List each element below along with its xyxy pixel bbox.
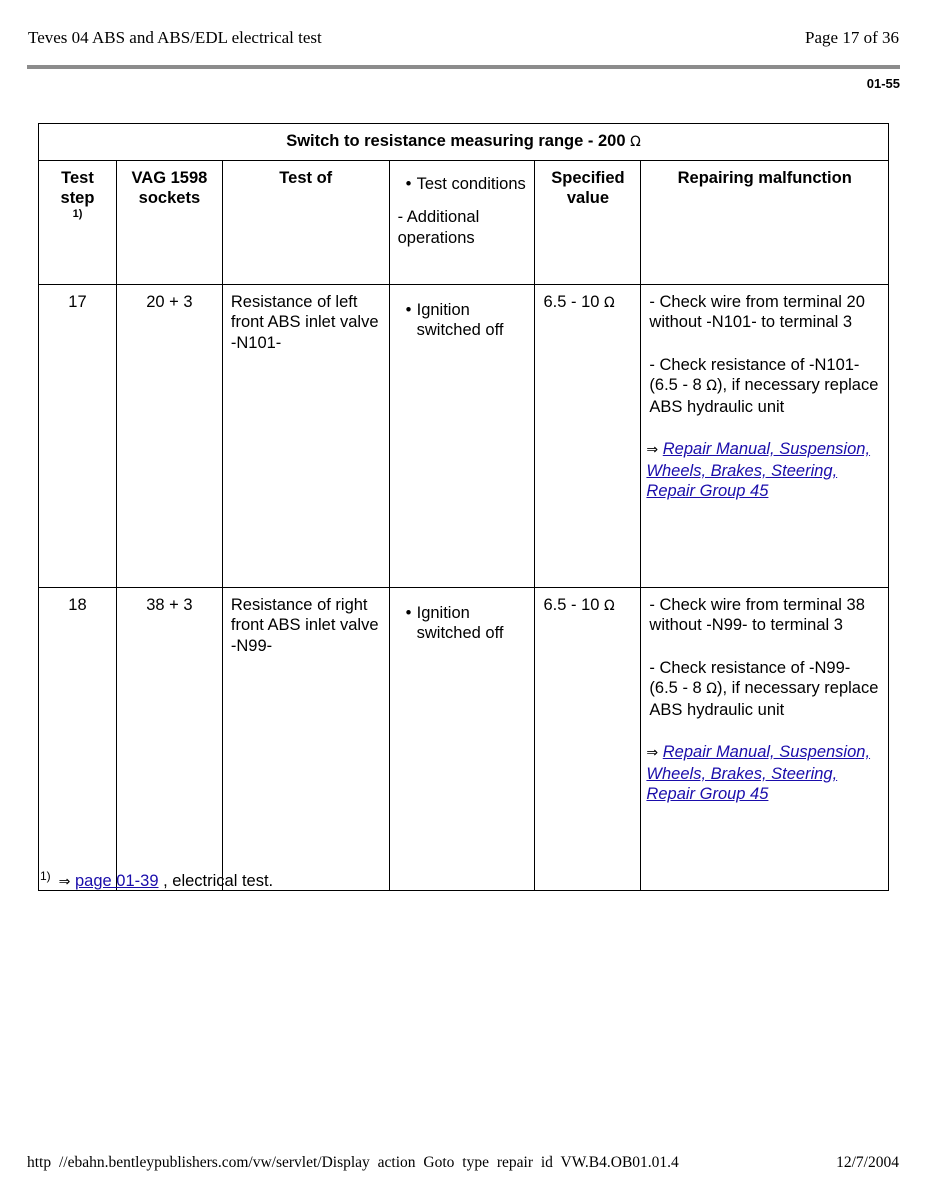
repair-step-resistance <box>649 355 880 418</box>
header-test-step <box>39 160 117 284</box>
footnote-marker: 1) <box>40 869 51 883</box>
repair-manual-link[interactable]: Repair Manual, Suspension, Wheels, Brakes, Steering, Repair Group 45 <box>646 743 871 803</box>
footnote-text: , electrical test. <box>163 872 274 890</box>
row-repair <box>641 284 889 587</box>
page-reference-link[interactable]: page 01-39 <box>75 872 159 890</box>
row-condition-bullet <box>398 603 527 644</box>
row-condition-text: Ignition switched off <box>416 300 504 339</box>
row-sockets: 20 + 3 <box>116 284 222 587</box>
row-specified-value <box>535 587 641 890</box>
repair-step-resistance <box>649 658 880 721</box>
row-sockets: 38 + 3 <box>116 587 222 890</box>
bullet-icon: • <box>405 300 412 319</box>
row-specified-value <box>535 284 641 587</box>
row-value-text: 6.5 - 10 <box>543 595 600 614</box>
ohm-symbol: Ω <box>604 294 615 311</box>
row-test-of: Resistance of right front ABS inlet valve -N99- <box>222 587 389 890</box>
footer-url: http //ebahn.bentleypublishers.com/vw/servlet/Display action Goto type repair id VW.B4.OB01.01.4 <box>27 1154 679 1171</box>
repair-step-wire: - Check wire from terminal 38 without -N99- to terminal 3 <box>649 595 865 634</box>
row-condition <box>389 587 535 890</box>
measuring-range-cell <box>39 124 889 161</box>
page-indicator: Page 17 of 36 <box>805 28 899 47</box>
table-row <box>39 587 889 890</box>
header-sockets <box>116 160 222 284</box>
ohm-symbol: Ω <box>706 378 717 394</box>
bullet-icon: • <box>405 603 412 622</box>
row-condition <box>389 284 535 587</box>
row-condition-text: Ignition switched off <box>416 603 504 642</box>
section-code: 01-55 <box>866 76 900 91</box>
arrow-right-icon: ⇒ <box>58 874 71 890</box>
arrow-right-icon: ⇒ <box>646 442 659 458</box>
row-value-text: 6.5 - 10 <box>543 292 600 311</box>
repair-resistance-text-b: ), if necessary replace ABS hydraulic unit <box>649 679 879 719</box>
footnote-ref: 1) <box>72 207 83 220</box>
repair-manual-link[interactable]: Repair Manual, Suspension, Wheels, Brakes, Steering, Repair Group 45 <box>646 440 871 500</box>
row-step: 17 <box>39 284 117 587</box>
footnote <box>40 869 274 891</box>
repair-step-wire: - Check wire from terminal 20 without -N101- to terminal 3 <box>649 292 865 331</box>
header-additional-operations: - Additional operations <box>397 208 480 247</box>
repair-reference <box>646 439 880 502</box>
ohm-symbol: Ω <box>604 597 615 614</box>
header-divider <box>27 65 900 69</box>
measuring-range-text: Switch to resistance measuring range - 200 <box>286 132 626 150</box>
repair-reference <box>646 742 880 805</box>
table-row <box>39 284 889 587</box>
header-sockets-line1: VAG 1598 <box>131 168 208 187</box>
measuring-range-row <box>39 124 889 161</box>
footer-date: 12/7/2004 <box>836 1154 899 1171</box>
row-condition-bullet <box>398 300 527 341</box>
header-conditions <box>389 160 535 284</box>
header-specified-value <box>535 160 641 284</box>
header-conditions-bullet <box>398 174 527 195</box>
header-test-step-label: Test step <box>60 168 95 207</box>
row-repair <box>641 587 889 890</box>
header-test-of: Test of <box>222 160 389 284</box>
ohm-symbol: Ω <box>630 134 641 150</box>
header-specified-line2: value <box>566 189 610 207</box>
row-step: 18 <box>39 587 117 890</box>
bullet-icon: • <box>405 174 412 193</box>
repair-resistance-text-b: ), if necessary replace ABS hydraulic unit <box>649 376 879 416</box>
header-repairing: Repairing malfunction <box>641 160 889 284</box>
header-specified-line1: Specified <box>551 168 625 187</box>
arrow-right-icon: ⇒ <box>646 745 659 761</box>
repair-resistance-text-a: - Check resistance of -N101- (6.5 - 8 <box>649 355 860 394</box>
document-title: Teves 04 ABS and ABS/EDL electrical test <box>28 28 322 47</box>
header-sockets-line2: sockets <box>138 189 201 207</box>
table-header-row <box>39 160 889 284</box>
repair-resistance-text-a: - Check resistance of -N99- (6.5 - 8 <box>649 658 851 697</box>
row-test-of: Resistance of left front ABS inlet valve -N101- <box>222 284 389 587</box>
test-table <box>38 123 889 891</box>
header-conditions-label: Test conditions <box>416 174 526 193</box>
ohm-symbol: Ω <box>706 681 717 697</box>
